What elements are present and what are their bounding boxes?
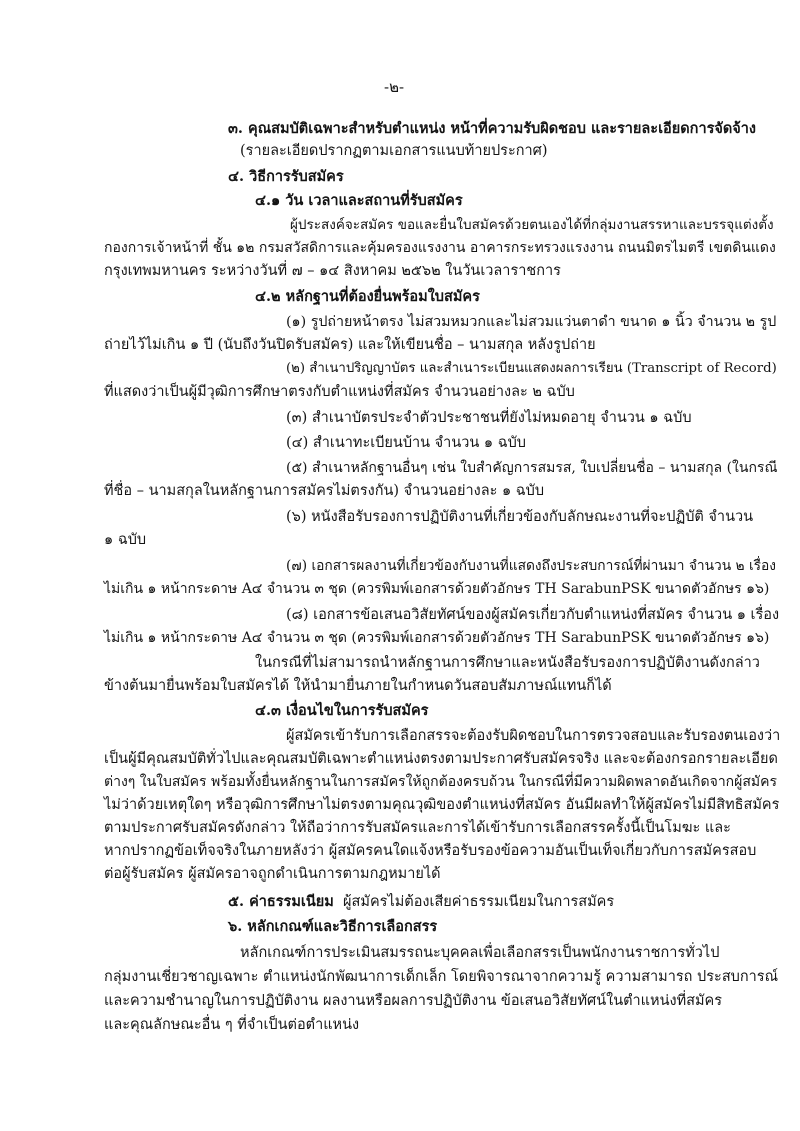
document-item-1-cont: ถ่ายไว้ไม่เกิน ๑ ปี (นับถึงวันปิดรับสมัคร) และให้เขียนชื่อ – นามสกุล หลังรูปถ่าย: [104, 337, 596, 353]
section-4-1-heading: ๔.๑ วัน เวลาและสถานที่รับสมัคร: [255, 192, 463, 209]
section-6-line: และคุณลักษณะอื่น ๆ ที่จำเป็นต่อตำแหน่ง: [104, 1017, 360, 1033]
document-item-1: (๑) รูปถ่ายหน้าตรง ไม่สวมหมวกและไม่สวมแว่นตาดำ ขนาด ๑ นิ้ว จำนวน ๒ รูป: [286, 314, 777, 330]
document-item-5-cont: ที่ชื่อ – นามสกุลในหลักฐานการสมัครไม่ตรงกัน) จำนวนอย่างละ ๑ ฉบับ: [104, 483, 545, 499]
section-4-1-line: ผู้ประสงค์จะสมัคร ขอและยื่นใบสมัครด้วยตนเองได้ที่กลุ่มงานสรรหาและบรรจุแต่งตั้ง: [290, 217, 774, 233]
document-item-2: (๒) สำเนาปริญญาบัตร และสำเนาระเบียนแสดงผลการเรียน (Transcript of Record): [286, 361, 777, 376]
section-6-line: หลักเกณฑ์การประเมินสมรรถนะบุคคลเพื่อเลือกสรรเป็นพนักงานราชการทั่วไป: [240, 945, 720, 961]
section-4-heading: ๔. วิธีการรับสมัคร: [228, 168, 344, 185]
section-4-3-line: ตามประกาศรับสมัครดังกล่าว ให้ถือว่าการรับสมัครและการได้เข้ารับการเลือกสรรครั้งนี้เป็นโมฆะ และ: [104, 820, 731, 836]
section-5-text: ผู้สมัครไม่ต้องเสียค่าธรรมเนียมในการสมัคร: [343, 894, 615, 910]
section-4-3-heading: ๔.๓ เงื่อนไขในการรับสมัคร: [255, 702, 429, 719]
document-item-2-cont: ที่แสดงว่าเป็นผู้มีวุฒิการศึกษาตรงกับตำแหน่งที่สมัคร จำนวนอย่างละ ๒ ฉบับ: [104, 384, 575, 400]
section-4-2-note: ในกรณีที่ไม่สามารถนำหลักฐานการศึกษาและหนังสือรับรองการปฏิบัติงานดังกล่าว: [255, 655, 760, 671]
section-5-heading: ๕. ค่าธรรมเนียม: [228, 893, 334, 910]
section-6-line: และความชำนาญในการปฏิบัติงาน ผลงานหรือผลการปฏิบัติงาน ข้อเสนอวิสัยทัศน์ในตำแหน่งที่สมัคร: [104, 993, 723, 1009]
document-item-8-cont: ไม่เกิน ๑ หน้ากระดาษ A๔ จำนวน ๓ ชุด (ควรพิมพ์เอกสารด้วยตัวอักษร TH SarabunPSK ขนาดตัวอักษร ๑๖): [104, 630, 770, 646]
section-4-3-line: ผู้สมัครเข้ารับการเลือกสรรจะต้องรับผิดชอบในการตรวจสอบและรับรองตนเองว่า: [286, 728, 781, 744]
section-4-1-line: กรุงเทพมหานคร ระหว่างวันที่ ๗ – ๑๔ สิงหาคม ๒๕๖๒ ในวันเวลาราชการ: [104, 263, 561, 279]
section-4-3-line: เป็นผู้มีคุณสมบัติทั่วไปและคุณสมบัติเฉพาะตำแหน่งตรงตามประกาศรับสมัครจริง และจะต้องกรอกรายละเอียด: [104, 751, 778, 767]
section-4-1-line: กองการเจ้าหน้าที่ ชั้น ๑๒ กรมสวัสดิการและคุ้มครองแรงงาน อาคารกระทรวงแรงงาน ถนนมิตรไมตรี เขตดินแดง: [104, 240, 776, 256]
section-4-3-line: ต่างๆ ในใบสมัคร พร้อมทั้งยื่นหลักฐานในการสมัครให้ถูกต้องครบถ้วน ในกรณีที่มีความผิดพลาดอันเกิดจากผู้สมัคร: [104, 774, 778, 790]
document-item-4: (๔) สำเนาทะเบียนบ้าน จำนวน ๑ ฉบับ: [286, 435, 526, 451]
section-4-3-line: หากปรากฏข้อเท็จจริงในภายหลังว่า ผู้สมัครคนใดแจ้งหรือรับรองข้อความอันเป็นเท็จเกี่ยวกับการสมัครสอบ: [104, 843, 757, 859]
document-item-6-cont: ๑ ฉบับ: [104, 532, 147, 548]
document-item-7: (๗) เอกสารผลงานที่เกี่ยวข้องกับงานที่แสดงถึงประสบการณ์ที่ผ่านมา จำนวน ๒ เรื่อง: [286, 558, 777, 574]
document-item-3: (๓) สำเนาบัตรประจำตัวประชาชนที่ยังไม่หมดอายุ จำนวน ๑ ฉบับ: [286, 410, 692, 426]
section-3-heading: ๓. คุณสมบัติเฉพาะสำหรับตำแหน่ง หน้าที่ความรับผิดชอบ และรายละเอียดการจัดจ้าง: [228, 120, 757, 137]
section-5: [228, 891, 614, 913]
section-4-3-line: ไม่ว่าด้วยเหตุใดๆ หรือวุฒิการศึกษาไม่ตรงตามคุณวุฒิของตำแหน่งที่สมัคร อันมีผลทำให้ผู้สมัครไม่มีสิทธิสมัคร: [104, 797, 780, 813]
section-4-3-line: ต่อผู้รับสมัคร ผู้สมัครอาจถูกดำเนินการตามกฎหมายได้: [104, 866, 441, 882]
section-3-detail: (รายละเอียดปรากฏตามเอกสารแนบท้ายประกาศ): [240, 143, 548, 159]
section-6-heading: ๖. หลักเกณฑ์และวิธีการเลือกสรร: [228, 918, 438, 935]
page-number: -๒-: [384, 78, 405, 96]
document-item-6: (๖) หนังสือรับรองการปฏิบัติงานที่เกี่ยวข้องกับลักษณะงานที่จะปฏิบัติ จำนวน: [286, 509, 754, 525]
section-6-line: กลุ่มงานเชี่ยวชาญเฉพาะ ตำแหน่งนักพัฒนาการเด็กเล็ก โดยพิจารณาจากความรู้ ความสามารถ ประสบการณ์: [104, 969, 779, 985]
document-item-7-cont: ไม่เกิน ๑ หน้ากระดาษ A๔ จำนวน ๓ ชุด (ควรพิมพ์เอกสารด้วยตัวอักษร TH SarabunPSK ขนาดตัวอักษร ๑๖): [104, 581, 770, 597]
section-4-2-note: ข้างต้นมายื่นพร้อมใบสมัครได้ ให้นำมายื่นภายในกำหนดวันสอบสัมภาษณ์แทนก็ได้: [104, 678, 612, 694]
document-item-8: (๘) เอกสารข้อเสนอวิสัยทัศน์ของผู้สมัครเกี่ยวกับตำแหน่งที่สมัคร จำนวน ๑ เรื่อง: [286, 607, 780, 623]
section-4-2-heading: ๔.๒ หลักฐานที่ต้องยื่นพร้อมใบสมัคร: [255, 288, 480, 305]
document-item-5: (๕) สำเนาหลักฐานอื่นๆ เช่น ใบสำคัญการสมรส, ใบเปลี่ยนชื่อ – นามสกุล (ในกรณี: [286, 460, 778, 476]
